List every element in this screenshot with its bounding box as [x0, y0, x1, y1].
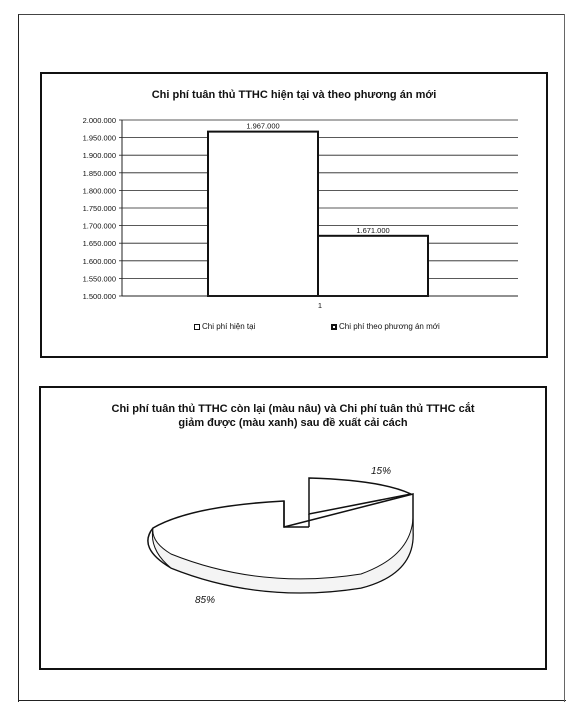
pie-chart-panel: [39, 386, 547, 670]
bar-data-label-new: 1.671.000: [356, 225, 390, 235]
pie-chart-plot: [41, 388, 545, 668]
y-tick-label-10: 2.000.000: [82, 116, 116, 125]
y-tick-label-1: 1.550.000: [82, 274, 116, 284]
y-tick-label-5: 1.750.000: [82, 204, 116, 213]
y-tick-label-4: 1.700.000: [82, 221, 116, 231]
legend-item-current: [194, 322, 255, 331]
legend-label-current: Chi phí hiện tại: [202, 322, 256, 331]
bar-current: [208, 132, 318, 296]
legend-label-new: Chi phí theo phương án mới: [339, 322, 440, 331]
pie-label-15: 15%: [371, 466, 392, 477]
bar-new: [318, 236, 428, 296]
legend-swatch-new: [331, 324, 337, 330]
legend-swatch-current: [194, 324, 200, 330]
y-tick-label-8: 1.900.000: [82, 151, 116, 161]
pie-chart-title-line1: Chi phí tuân thủ TTHC còn lại (màu nâu) và Chi phí tuân thủ TTHC cắt: [111, 403, 475, 415]
page-frame-right-edge: [564, 14, 565, 702]
y-tick-label-0: 1.500.000: [82, 292, 116, 301]
bar-chart-plot: [42, 74, 546, 356]
y-tick-label-3: 1.650.000: [82, 239, 116, 249]
y-tick-label-2: 1.600.000: [82, 256, 116, 266]
y-tick-label-9: 1.950.000: [82, 133, 116, 143]
legend-item-new: [331, 322, 440, 331]
y-tick-label-7: 1.850.000: [82, 168, 116, 178]
page-frame-bottom-edge: [18, 700, 566, 701]
y-tick-label-6: 1.800.000: [82, 186, 116, 196]
bar-chart-title: Chi phí tuân thủ TTHC hiện tại và theo phương án mới: [151, 89, 437, 101]
pie-label-85: 85%: [195, 595, 216, 606]
pie-chart-title-line2: giảm được (màu xanh) sau đề xuất cải cách: [178, 417, 408, 429]
bar-chart-panel: [40, 72, 548, 358]
x-tick-label-1: 1: [317, 301, 323, 310]
bar-data-label-current: 1.967.000: [246, 121, 280, 131]
